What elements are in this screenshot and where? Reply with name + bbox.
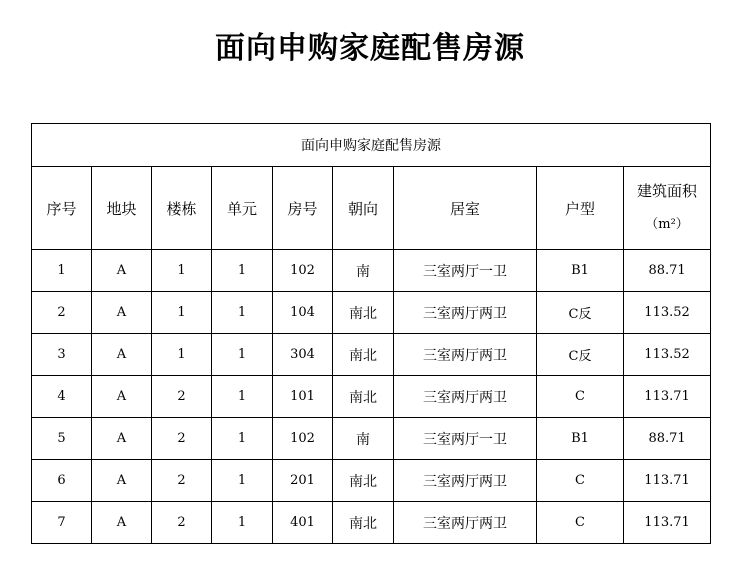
cell-layout: 三室两厅一卫 [394,250,537,292]
header-unit: 单元 [212,167,273,250]
cell-layout: 三室两厅两卫 [394,334,537,376]
cell-building: 1 [152,292,212,334]
cell-block: A [92,502,152,544]
cell-orientation: 南北 [333,334,394,376]
header-orientation: 朝向 [333,167,394,250]
header-type: 户型 [537,167,624,250]
table-row [32,418,711,460]
cell-orientation: 南 [333,418,394,460]
cell-block: A [92,292,152,334]
cell-area: 113.52 [624,292,711,334]
cell-layout: 三室两厅两卫 [394,376,537,418]
cell-room: 304 [273,334,333,376]
cell-block: A [92,418,152,460]
table-row [32,460,711,502]
cell-seq: 2 [32,292,92,334]
cell-type: C反 [537,292,624,334]
table-caption-row [32,124,711,167]
cell-building: 2 [152,376,212,418]
cell-unit: 1 [212,250,273,292]
cell-unit: 1 [212,334,273,376]
cell-type: C [537,460,624,502]
cell-orientation: 南北 [333,292,394,334]
header-block: 地块 [92,167,152,250]
cell-room: 102 [273,250,333,292]
cell-unit: 1 [212,292,273,334]
cell-area: 113.71 [624,376,711,418]
header-area-name: 建筑面积 [637,182,698,200]
page-title: 面向申购家庭配售房源 [215,31,525,66]
cell-area: 113.71 [624,502,711,544]
cell-unit: 1 [212,460,273,502]
header-building: 楼栋 [152,167,212,250]
cell-building: 2 [152,502,212,544]
cell-unit: 1 [212,376,273,418]
header-seq: 序号 [32,167,92,250]
cell-seq: 6 [32,460,92,502]
cell-area: 113.52 [624,334,711,376]
table-header-row [32,167,711,250]
cell-layout: 三室两厅两卫 [394,502,537,544]
housing-table [31,123,711,544]
cell-type: C反 [537,334,624,376]
cell-building: 1 [152,334,212,376]
cell-seq: 5 [32,418,92,460]
cell-block: A [92,460,152,502]
cell-type: B1 [537,250,624,292]
cell-room: 102 [273,418,333,460]
cell-block: A [92,250,152,292]
header-layout: 居室 [394,167,537,250]
cell-area: 113.71 [624,460,711,502]
header-area-unit: （m²） [645,217,689,232]
cell-unit: 1 [212,502,273,544]
header-room: 房号 [273,167,333,250]
table-row [32,334,711,376]
cell-layout: 三室两厅一卫 [394,418,537,460]
cell-orientation: 南 [333,250,394,292]
cell-seq: 3 [32,334,92,376]
cell-layout: 三室两厅两卫 [394,460,537,502]
cell-room: 201 [273,460,333,502]
cell-room: 104 [273,292,333,334]
cell-orientation: 南北 [333,502,394,544]
cell-building: 1 [152,250,212,292]
table-row [32,502,711,544]
cell-seq: 4 [32,376,92,418]
cell-area: 88.71 [624,418,711,460]
table-row [32,376,711,418]
cell-building: 2 [152,418,212,460]
table-row [32,250,711,292]
table-caption: 面向申购家庭配售房源 [32,124,711,167]
cell-area: 88.71 [624,250,711,292]
cell-room: 101 [273,376,333,418]
cell-type: B1 [537,418,624,460]
cell-orientation: 南北 [333,460,394,502]
cell-building: 2 [152,460,212,502]
cell-seq: 1 [32,250,92,292]
cell-unit: 1 [212,418,273,460]
cell-type: C [537,502,624,544]
cell-type: C [537,376,624,418]
cell-block: A [92,334,152,376]
cell-room: 401 [273,502,333,544]
cell-seq: 7 [32,502,92,544]
cell-orientation: 南北 [333,376,394,418]
cell-block: A [92,376,152,418]
header-area [624,167,711,250]
cell-layout: 三室两厅两卫 [394,292,537,334]
table-row [32,292,711,334]
